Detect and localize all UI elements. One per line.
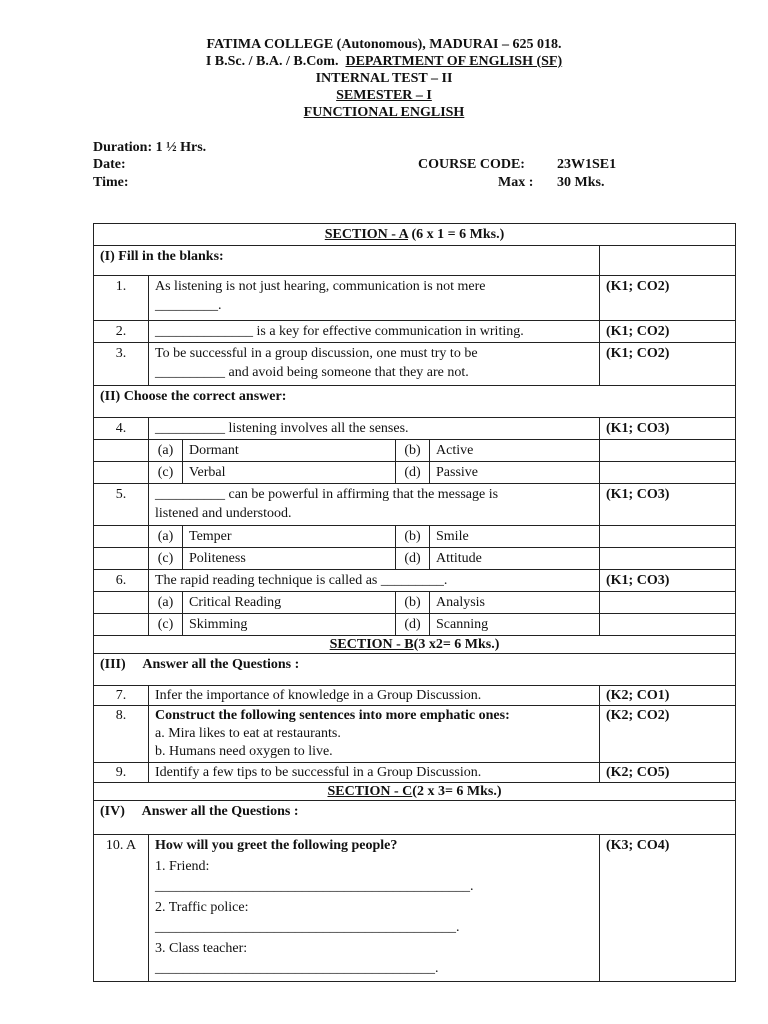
question-mark: (K1; CO2) (600, 276, 736, 321)
question-number: 10. A (94, 835, 149, 982)
section-c-row (94, 783, 736, 801)
question-mark: (K2; CO1) (600, 686, 736, 706)
option-letter: (c) (149, 462, 183, 484)
question-text-line: listened and understood. (155, 506, 292, 521)
question-text: Infer the importance of knowledge in a Group Discussion. (149, 686, 600, 706)
option-text: Attitude (430, 548, 600, 570)
program-line (0, 53, 768, 70)
question-text: The rapid reading technique is called as _________. (149, 570, 600, 592)
question-number: 4. (94, 418, 149, 440)
option-text: Dormant (183, 440, 396, 462)
option-letter: (a) (149, 440, 183, 462)
section-b-marks: (3 x2= 6 Mks.) (413, 637, 500, 652)
question-text: Identify a few tips to be successful in a Group Discussion. (149, 763, 600, 783)
question-text: __________ listening involves all the senses. (149, 418, 600, 440)
option-text: Critical Reading (183, 592, 396, 614)
option-text: Passive (430, 462, 600, 484)
college-name: FATIMA COLLEGE (Autonomous), MADURAI – 625 018. (206, 37, 562, 52)
question-text (149, 276, 600, 321)
duration: Duration: 1 ½ Hrs. (93, 140, 207, 155)
empty-cell (600, 614, 736, 636)
empty-cell (600, 592, 736, 614)
program-names: I B.Sc. / B.A. / B.Com. (205, 54, 339, 69)
question-number: 5. (94, 484, 149, 526)
option-letter: (b) (396, 440, 430, 462)
question-text-line: __________ and avoid being someone that they are not. (155, 365, 469, 380)
part-2-heading: (II) Choose the correct answer: (94, 386, 736, 418)
question-text: ______________ is a key for effective communication in writing. (149, 321, 600, 343)
empty-cell (94, 614, 149, 636)
empty-cell (94, 462, 149, 484)
part-3-row (94, 654, 736, 686)
question-number: 7. (94, 686, 149, 706)
empty-cell (600, 526, 736, 548)
option-letter: (d) (396, 462, 430, 484)
question-text (149, 835, 600, 982)
question-text-line: To be successful in a group discussion, one must try to be (155, 346, 478, 361)
greeting-police-label: 2. Traffic police: (155, 899, 249, 915)
question-row (94, 343, 736, 386)
section-c-title (94, 783, 736, 801)
option-text: Temper (183, 526, 396, 548)
options-row (94, 548, 736, 570)
option-letter: (a) (149, 592, 183, 614)
empty-cell (600, 440, 736, 462)
empty-cell (600, 548, 736, 570)
part-1-row (94, 246, 736, 276)
option-letter: (d) (396, 548, 430, 570)
option-text: Skimming (183, 614, 396, 636)
answer-line: _____________________________________________. (155, 879, 474, 894)
time-label: Time: (93, 175, 129, 190)
question-mark: (K1; CO2) (600, 321, 736, 343)
question-number: 9. (94, 763, 149, 783)
section-b-row (94, 636, 736, 654)
test-name: INTERNAL TEST – II (315, 71, 453, 86)
question-row (94, 276, 736, 321)
section-b-title (94, 636, 736, 654)
part-4-row (94, 801, 736, 835)
section-c-label: SECTION - C (327, 784, 413, 799)
option-text: Scanning (430, 614, 600, 636)
section-a-title (94, 224, 736, 246)
question-mark: (K1; CO3) (600, 484, 736, 526)
question-text-line: Construct the following sentences into more emphatic ones: (155, 708, 510, 723)
question-number: 3. (94, 343, 149, 386)
option-letter: (d) (396, 614, 430, 636)
answer-line: ________________________________________. (155, 961, 439, 976)
empty-cell (94, 592, 149, 614)
option-letter: (c) (149, 614, 183, 636)
question-mark: (K3; CO4) (600, 835, 736, 982)
question-row (94, 418, 736, 440)
question-mark: (K1; CO2) (600, 343, 736, 386)
question-text-line: _________. (155, 298, 222, 313)
option-text: Active (430, 440, 600, 462)
question-row (94, 484, 736, 526)
question-mark: (K2; CO5) (600, 763, 736, 783)
department-name: DEPARTMENT OF ENGLISH (SF) (345, 54, 563, 69)
max-value: 30 Mks. (557, 175, 605, 190)
part-1-heading: (I) Fill in the blanks: (94, 246, 600, 276)
part-2-row (94, 386, 736, 418)
options-row (94, 440, 736, 462)
part-4-label: Answer all the Questions : (141, 804, 299, 819)
part-4-number: (IV) (100, 804, 125, 819)
section-b-label: SECTION - B (329, 637, 414, 652)
question-row (94, 321, 736, 343)
greeting-friend-label: 1. Friend: (155, 858, 210, 874)
option-letter: (b) (396, 526, 430, 548)
answer-line: ___________________________________________. (155, 920, 460, 935)
question-number: 6. (94, 570, 149, 592)
question-number: 1. (94, 276, 149, 321)
question-text-line: How will you greet the following people? (155, 838, 398, 853)
greeting-teacher-label: 3. Class teacher: (155, 940, 248, 956)
part-3-label: Answer all the Questions : (142, 657, 300, 672)
option-text: Politeness (183, 548, 396, 570)
question-row (94, 570, 736, 592)
course-code-value: 23W1SE1 (557, 157, 617, 172)
section-a-label: SECTION - A (324, 227, 409, 242)
question-number: 2. (94, 321, 149, 343)
question-text-line: __________ can be powerful in affirming that the message is (155, 487, 499, 502)
question-text-line: As listening is not just hearing, communication is not mere (155, 279, 486, 294)
empty-cell (94, 440, 149, 462)
question-row (94, 835, 736, 982)
part-3-number: (III) (100, 657, 126, 672)
date-label: Date: (93, 157, 126, 172)
question-text (149, 706, 600, 763)
question-mark: (K2; CO2) (600, 706, 736, 763)
question-row (94, 686, 736, 706)
empty-cell (94, 548, 149, 570)
empty-cell (94, 526, 149, 548)
semester: SEMESTER – I (336, 88, 432, 103)
question-row (94, 763, 736, 783)
option-letter: (b) (396, 592, 430, 614)
question-row (94, 706, 736, 763)
empty-cell (600, 462, 736, 484)
options-row (94, 592, 736, 614)
section-a-row (94, 224, 736, 246)
options-row (94, 614, 736, 636)
section-c-marks: (2 x 3= 6 Mks.) (412, 784, 502, 799)
sentence-a: a. Mira likes to eat at restaurants. (155, 726, 341, 741)
part-3-heading (94, 654, 736, 686)
option-text: Analysis (430, 592, 600, 614)
options-row (94, 526, 736, 548)
max-label: Max : (498, 175, 534, 190)
question-text (149, 343, 600, 386)
question-text (149, 484, 600, 526)
question-table (93, 223, 736, 982)
section-a-marks: (6 x 1 = 6 Mks.) (408, 227, 505, 242)
question-number: 8. (94, 706, 149, 763)
course-title: FUNCTIONAL ENGLISH (303, 105, 465, 120)
options-row (94, 462, 736, 484)
option-letter: (a) (149, 526, 183, 548)
sentence-b: b. Humans need oxygen to live. (155, 744, 333, 759)
course-code-label: COURSE CODE: (418, 157, 525, 172)
part-4-heading (94, 801, 736, 835)
question-mark: (K1; CO3) (600, 570, 736, 592)
option-text: Verbal (183, 462, 396, 484)
option-text: Smile (430, 526, 600, 548)
empty-cell (600, 246, 736, 276)
option-letter: (c) (149, 548, 183, 570)
question-mark: (K1; CO3) (600, 418, 736, 440)
